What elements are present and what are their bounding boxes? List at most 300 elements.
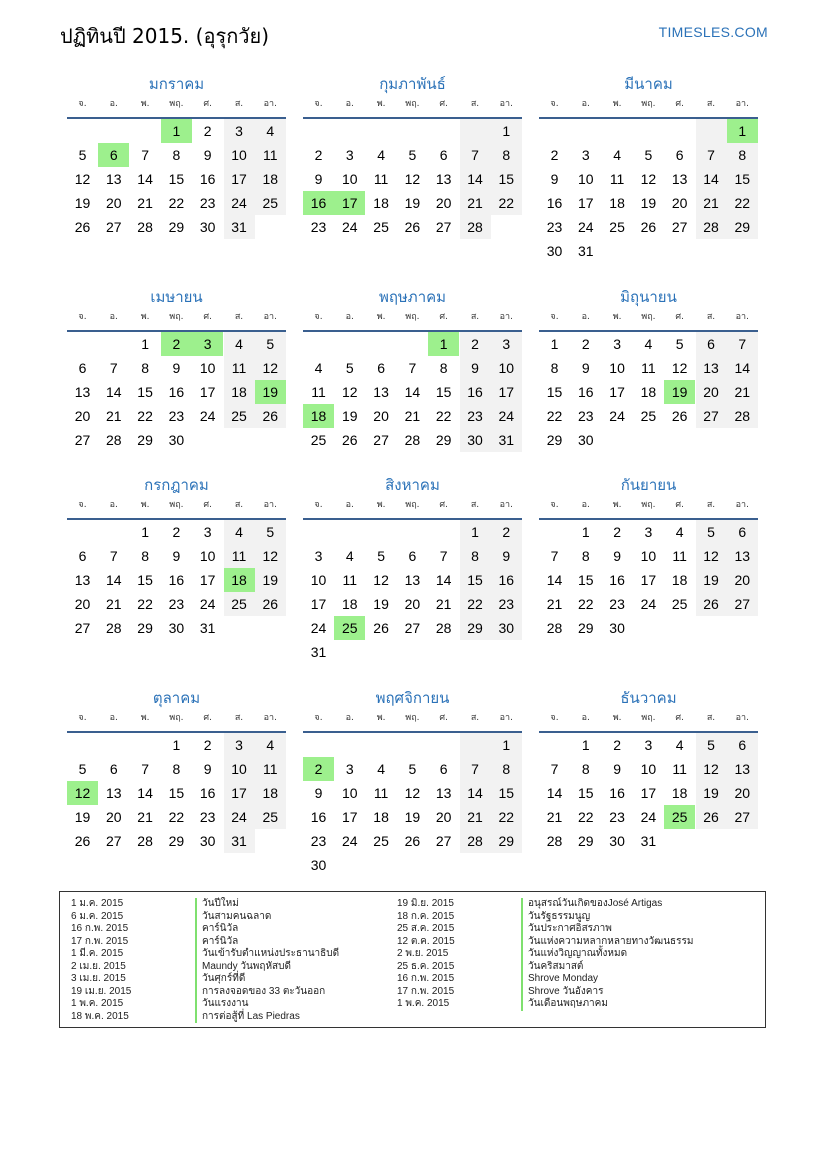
day-cell: 8 [727,143,758,167]
day-cell: 26 [255,404,286,428]
day-cell: 7 [696,143,727,167]
day-cell: 11 [672,761,687,777]
day-cell: 6 [696,332,727,356]
day-cell: 15 [727,167,758,191]
day-cell: 26 [696,592,727,616]
day-cell: 28 [106,620,122,636]
weekday-label: อา. [499,312,513,322]
day-cell: 22 [137,408,153,424]
day-cell: 15 [491,781,522,805]
weekday-label: อ. [581,713,590,723]
day-cell: 6 [78,360,87,376]
weekday-label: พฤ. [405,713,420,723]
day-cell: 23 [578,408,594,424]
day-cell: 19 [342,408,358,424]
legend-date: 1 พ.ค. 2015 [397,998,450,1009]
weekday-label: พ. [612,312,622,322]
weekday-label: พฤ. [641,99,656,109]
day-cell: 17 [342,809,358,825]
day-cell: 22 [578,809,594,825]
day-cell: 27 [727,592,758,616]
day-cell: 31 [199,620,216,636]
legend-date: 2 พ.ย. 2015 [397,948,449,959]
day-cell: 21 [404,408,421,424]
weekday-label: อา. [735,500,749,510]
day-cell: 15 [435,384,452,400]
weekday-label: อ. [345,99,354,109]
day-cell: 11 [373,785,389,801]
legend-entry [60,1011,760,1024]
day-cell: 14 [546,572,563,588]
day-cell: 27 [106,833,122,849]
day-cell: 26 [74,219,91,235]
weekday-label: จ. [314,99,323,109]
day-cell: 7 [460,143,491,167]
day-cell: 31 [310,644,327,660]
day-cell: 14 [137,171,153,187]
day-cell: 1 [581,737,590,753]
day-cell: 9 [581,360,590,376]
day-cell: 25 [224,592,255,616]
day-cell: 21 [137,809,153,825]
day-cell: 13 [696,356,727,380]
day-cell: 12 [640,171,657,187]
day-cell: 3 [224,119,255,143]
weekday-label: ศ. [203,312,212,322]
weekday-label: พ. [140,99,150,109]
day-cell: 22 [460,592,491,616]
weekday-label: จ. [314,500,323,510]
day-cell: 14 [137,785,153,801]
day-cell: 25 [609,219,625,235]
day-cell: 17 [199,572,216,588]
day-cell: 16 [199,785,216,801]
day-cell: 9 [314,171,323,187]
day-cell: 6 [439,147,448,163]
day-cell: 10 [640,761,657,777]
day-cell: 5 [255,332,286,356]
weekday-label: ส. [234,99,244,109]
day-cell: 11 [224,356,255,380]
day-cell: 1 [581,524,590,540]
weekday-label: ศ. [203,500,212,510]
day-cell: 6 [675,147,684,163]
day-cell: 18 [255,167,286,191]
day-cell: 27 [74,432,91,448]
day-cell: 19 [404,195,421,211]
day-cell: 4 [675,524,684,540]
day-cell: 30 [168,432,185,448]
legend-entry [60,998,760,1011]
day-cell: 21 [106,596,122,612]
day-cell: 11 [373,171,389,187]
day-cell: 27 [106,219,122,235]
day-cell: 22 [727,191,758,215]
legend-holiday-name: Shrove Monday [521,973,598,986]
day-cell: 17 [310,596,327,612]
day-cell: 7 [550,761,559,777]
day-cell: 17 [224,781,255,805]
day-cell: 5 [696,520,727,544]
legend-date: 18 ก.ค. 2015 [397,910,455,922]
day-cell: 19 [373,596,389,612]
day-cell: 24 [640,596,657,612]
weekday-label: ศ. [675,500,684,510]
day-cell: 30 [199,833,216,849]
weekday-label: จ. [78,99,87,109]
day-cell: 5 [345,360,354,376]
day-cell: 14 [404,384,421,400]
day-cell: 26 [671,408,688,424]
day-cell: 13 [373,384,389,400]
day-cell: 28 [137,833,153,849]
day-cell: 10 [578,171,594,187]
day-cell: 24 [491,404,522,428]
day-cell: 25 [255,191,286,215]
legend-holiday-name: คาร์นิวัล [195,936,238,949]
day-cell: 27 [696,404,727,428]
day-cell: 19 [640,195,657,211]
day-cell: 16 [199,171,216,187]
day-cell: 26 [404,219,421,235]
weekday-label: อ. [109,713,118,723]
day-cell: 24 [342,833,358,849]
legend-date: 2 เม.ย. 2015 [71,960,126,972]
weekday-header [67,497,286,517]
day-cell: 10 [640,548,657,564]
day-cell: 26 [74,833,91,849]
day-cell: 8 [439,360,448,376]
day-cell: 28 [546,620,563,636]
day-cell: 6 [727,733,758,757]
day-cell: 30 [578,432,594,448]
day-cell: 8 [491,143,522,167]
legend-date: 18 พ.ค. 2015 [71,1010,129,1022]
day-cell: 23 [609,809,625,825]
day-cell: 15 [137,572,153,588]
day-cell: 16 [609,785,625,801]
legend-holiday-name: วันเข้ารับตำแหน่งประธานาธิบดี [195,948,339,961]
legend-entry [60,986,760,999]
day-cell: 4 [377,761,385,777]
day-cell: 23 [310,219,327,235]
day-cell: 20 [727,568,758,592]
day-cell: 19 [664,380,695,404]
day-cell: 3 [613,336,621,352]
day-cell: 8 [172,761,181,777]
legend-date: 1 พ.ค. 2015 [71,998,124,1009]
day-cell: 11 [672,548,687,564]
day-cell: 14 [727,356,758,380]
day-cell: 25 [224,404,255,428]
weekday-label: ส. [234,713,244,723]
legend-holiday-name: วันแห่งวิญญาณทั้งหมด [521,948,627,961]
day-cell: 18 [671,785,688,801]
day-cell: 11 [255,143,286,167]
day-cell: 29 [491,829,522,853]
day-cell: 24 [224,805,255,829]
day-cell: 7 [141,147,149,163]
day-cell: 10 [342,785,358,801]
day-cell: 8 [460,544,491,568]
day-cell: 3 [203,524,212,540]
weekday-label: อา. [263,713,277,723]
day-cell: 23 [168,596,185,612]
weekday-header [67,309,286,329]
day-cell: 5 [377,548,385,564]
day-cell: 26 [404,833,421,849]
weekday-label: อา. [735,99,749,109]
day-cell: 30 [609,833,625,849]
day-cell: 3 [491,332,522,356]
day-cell: 16 [168,384,185,400]
day-cell: 9 [203,761,212,777]
day-cell: 22 [435,408,452,424]
day-cell: 17 [199,384,216,400]
day-cell: 1 [161,119,192,143]
day-cell: 9 [613,548,621,564]
weekday-header [67,710,286,730]
weekday-label: พฤ. [405,312,420,322]
day-cell: 17 [334,191,365,215]
weekday-label: อ. [581,312,590,322]
day-cell: 31 [224,829,255,853]
legend-date: 12 ต.ค. 2015 [397,935,455,947]
weekday-label: อา. [263,99,277,109]
day-cell: 2 [581,336,590,352]
weekday-label: จ. [314,713,323,723]
legend-holiday-name: วันสามคนฉลาด [195,911,271,924]
day-cell: 25 [310,432,327,448]
day-cell: 29 [460,616,491,640]
day-cell: 12 [255,544,286,568]
day-cell: 22 [546,408,563,424]
weekday-label: พ. [140,312,150,322]
day-cell: 14 [460,781,491,805]
day-cell: 13 [74,384,91,400]
day-cell: 2 [203,123,212,139]
day-cell: 11 [224,544,255,568]
month-name: ตุลาคม [152,689,201,707]
day-cell: 26 [640,219,657,235]
day-cell: 2 [613,737,621,753]
day-cell: 24 [310,620,327,636]
day-cell: 13 [727,757,758,781]
day-cell: 9 [172,360,181,376]
weekday-label: พฤ. [641,713,656,723]
legend-holiday-name: วันปีใหม่ [195,898,239,911]
day-cell: 5 [675,336,684,352]
day-cell: 20 [74,408,91,424]
day-cell: 24 [224,191,255,215]
day-cell: 11 [609,171,625,187]
day-cell: 11 [311,384,326,400]
day-cell: 18 [224,568,255,592]
day-cell: 29 [168,219,185,235]
day-cell: 23 [310,833,327,849]
day-cell: 26 [696,805,727,829]
weekday-label: ศ. [675,99,684,109]
day-cell: 13 [74,572,91,588]
day-cell: 18 [373,809,389,825]
day-cell: 8 [550,360,559,376]
weekday-label: จ. [550,312,559,322]
day-cell: 2 [550,147,559,163]
day-cell: 4 [345,548,354,564]
day-cell: 30 [199,219,216,235]
day-cell: 19 [696,781,727,805]
day-cell: 20 [435,809,452,825]
day-cell: 4 [224,520,255,544]
day-cell: 22 [491,805,522,829]
day-cell: 1 [727,119,758,143]
day-cell: 21 [435,596,452,612]
day-cell: 14 [460,167,491,191]
day-cell: 25 [255,805,286,829]
weekday-label: ศ. [439,713,448,723]
legend-date: 1 มี.ค. 2015 [71,948,124,959]
weekday-label: จ. [550,713,559,723]
weekday-label: อ. [109,500,118,510]
day-cell: 28 [435,620,452,636]
month-name: กรกฎาคม [144,476,209,494]
day-cell: 7 [727,332,758,356]
legend-entry [60,923,760,936]
day-cell: 23 [546,219,563,235]
legend-holiday-name: อนุสรณ์วันเกิดของJosé Artigas [521,898,662,911]
site-link[interactable]: TIMESLES.COM [658,24,768,40]
day-cell: 9 [314,785,323,801]
day-cell: 8 [581,761,590,777]
day-cell: 18 [303,404,334,428]
day-cell: 29 [137,432,153,448]
day-cell: 20 [106,195,122,211]
weekday-label: พ. [140,713,150,723]
day-cell: 28 [460,829,491,853]
weekday-label: พฤ. [405,500,420,510]
legend-holiday-name: Maundy วันพฤหัสบดี [195,961,291,974]
weekday-label: ส. [470,713,480,723]
weekday-label: ส. [234,312,244,322]
day-cell: 15 [168,171,185,187]
day-cell: 21 [137,195,153,211]
weekday-label: พ. [612,713,622,723]
day-cell: 18 [342,596,358,612]
day-cell: 11 [641,360,656,376]
weekday-label: พ. [376,312,386,322]
day-cell: 27 [727,805,758,829]
day-cell: 9 [460,356,491,380]
day-cell: 25 [373,219,389,235]
day-cell: 9 [613,761,621,777]
day-cell: 3 [192,332,223,356]
day-cell: 23 [609,596,625,612]
legend-date: 1 ม.ค. 2015 [71,898,124,909]
day-cell: 24 [640,809,657,825]
day-cell: 6 [727,520,758,544]
day-cell: 19 [74,809,91,825]
day-cell: 1 [141,524,149,540]
weekday-label: ส. [706,312,716,322]
weekday-header [303,96,522,116]
day-cell: 6 [439,761,448,777]
day-cell: 1 [172,737,181,753]
day-cell: 20 [106,809,122,825]
month-name: ธันวาคม [620,689,677,707]
day-cell: 16 [310,809,327,825]
day-cell: 30 [546,243,563,259]
day-cell: 25 [373,833,389,849]
day-cell: 27 [373,432,389,448]
weekday-label: พ. [612,500,622,510]
weekday-label: ศ. [439,312,448,322]
day-cell: 16 [546,195,563,211]
day-cell: 17 [609,384,625,400]
day-cell: 7 [550,548,559,564]
day-cell: 13 [435,171,452,187]
weekday-label: อ. [345,500,354,510]
day-cell: 14 [546,785,563,801]
day-cell: 21 [546,809,563,825]
day-cell: 13 [727,544,758,568]
day-cell: 28 [727,404,758,428]
day-cell: 12 [696,757,727,781]
legend-date: 25 ธ.ค. 2015 [397,960,455,972]
month-name: เมษายน [150,288,203,306]
day-cell: 12 [74,171,91,187]
day-cell: 20 [671,195,688,211]
day-cell: 25 [334,616,365,640]
legend-entry [60,936,760,949]
month-name: กันยายน [620,476,677,494]
day-cell: 4 [377,147,385,163]
day-cell: 28 [106,432,122,448]
month-name: กุมภาพันธ์ [379,75,446,93]
day-cell: 29 [435,432,452,448]
day-cell: 25 [640,408,657,424]
day-cell: 4 [255,119,286,143]
weekday-label: จ. [314,312,323,322]
weekday-label: ศ. [203,713,212,723]
weekday-label: อา. [499,99,513,109]
day-cell: 2 [491,520,522,544]
day-cell: 7 [141,761,149,777]
legend-entry [60,898,760,911]
day-cell: 9 [491,544,522,568]
day-cell: 5 [408,761,417,777]
weekday-label: อ. [109,99,118,109]
day-cell: 31 [224,215,255,239]
day-cell: 13 [106,171,122,187]
weekday-label: พ. [376,500,386,510]
weekday-label: ส. [470,99,480,109]
day-cell: 8 [491,757,522,781]
day-cell: 1 [550,336,559,352]
day-cell: 18 [640,384,657,400]
day-cell: 31 [491,428,522,452]
weekday-header [303,497,522,517]
weekday-label: พฤ. [641,312,656,322]
day-cell: 4 [255,733,286,757]
day-cell: 11 [255,757,286,781]
empty-weekend-cell [460,119,491,143]
day-cell: 6 [408,548,417,564]
day-cell: 14 [696,167,727,191]
day-cell: 18 [609,195,625,211]
day-cell: 12 [373,572,389,588]
day-cell: 15 [578,785,594,801]
day-cell: 7 [109,360,118,376]
